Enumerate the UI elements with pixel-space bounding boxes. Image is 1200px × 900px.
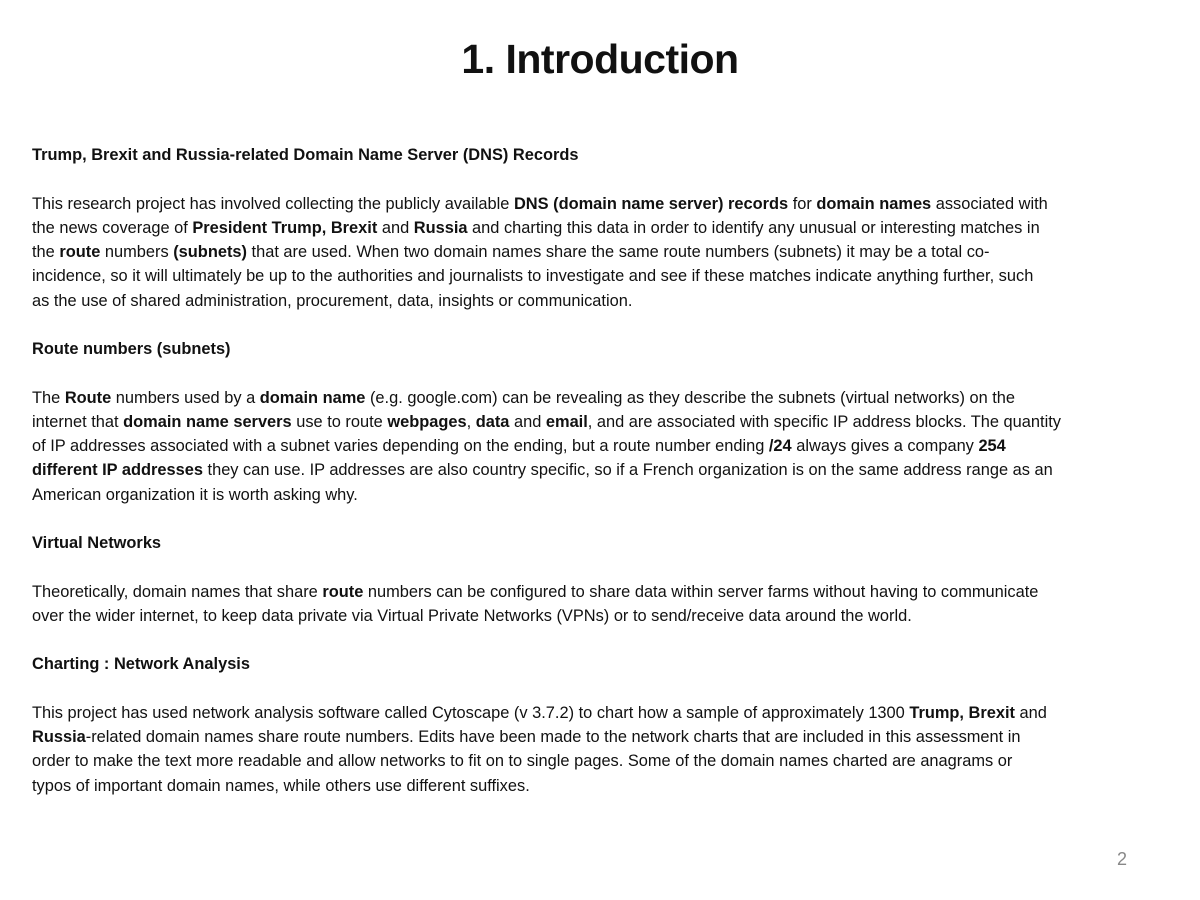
text: , [466, 412, 476, 431]
text: always gives a company [791, 437, 979, 455]
section-heading: Trump, Brexit and Russia-related Domain Name Server (DNS) Records [32, 146, 579, 164]
bold-text: different IP addresses [32, 461, 203, 480]
paragraph-line [32, 386, 1182, 410]
section-heading: Virtual Networks [32, 534, 162, 552]
text: internet that [32, 412, 124, 431]
bold-text: domain name [259, 388, 366, 407]
text: and [509, 412, 546, 431]
spacer [32, 677, 1182, 701]
page-title: 1. Introduction [461, 36, 739, 82]
paragraph-line [32, 725, 1182, 749]
bold-text: domain names [816, 194, 932, 213]
bold-text: 254 [978, 437, 1006, 455]
bold-text: route [322, 582, 364, 601]
text: This research project has involved collecting the publicly available [32, 194, 514, 213]
text: the news coverage of [32, 218, 193, 237]
paragraph-line [32, 701, 1182, 725]
text: and [377, 218, 414, 237]
section-paragraph [32, 192, 1182, 313]
paragraph-line [32, 580, 1182, 604]
paragraph-line [32, 749, 1182, 773]
bold-text: email [545, 412, 588, 431]
bold-text: domain name servers [123, 412, 292, 431]
paragraph-line [32, 483, 1182, 507]
bold-text: Trump, Brexit [909, 703, 1015, 722]
bold-text: Route [64, 388, 112, 407]
bold-text: DNS (domain name server) records [513, 194, 789, 213]
text: use to route [291, 412, 388, 431]
section-paragraph [32, 386, 1182, 507]
page-number: 2 [1117, 849, 1128, 869]
text: The [32, 388, 65, 407]
section-heading: Route numbers (subnets) [32, 340, 231, 358]
spacer [32, 313, 1182, 337]
text: order to make the text more readable and allow networks to fit on to single pages. Some of the domain names charted are anagrams or [32, 752, 1013, 771]
section-heading: Charting : Network Analysis [32, 655, 250, 674]
spacer [32, 507, 1182, 531]
text: American organization it is worth asking why. [32, 485, 358, 504]
text: as the use of shared administration, procurement, data, insights or communication. [32, 291, 633, 310]
text: Theoretically, domain names that share [32, 582, 323, 601]
text: the [32, 243, 60, 261]
bold-text: /24 [768, 437, 792, 455]
paragraph-line [32, 216, 1182, 240]
paragraph-line [32, 240, 1182, 264]
bold-text: Russia [413, 218, 468, 237]
spacer [32, 555, 1182, 579]
text: and [1015, 703, 1047, 722]
section-paragraph [32, 580, 1182, 629]
section-paragraph [32, 701, 1182, 798]
bold-text: President Trump, Brexit [192, 218, 378, 237]
text: that are used. When two domain names share the same route numbers (subnets) it may be a total co- [246, 243, 990, 261]
text: of IP addresses associated with a subnet varies depending on the ending, but a route number ending [32, 437, 769, 455]
text: associated with [931, 194, 1048, 213]
text: for [788, 194, 817, 213]
paragraph-line [32, 410, 1182, 434]
text: (e.g. google.com) can be revealing as they describe the subnets (virtual networks) on the [365, 388, 1016, 407]
paragraph-line [32, 264, 1182, 288]
text: numbers can be configured to share data within server farms without having to communicate [363, 582, 1039, 601]
text: and charting this data in order to identify any unusual or interesting matches in [467, 218, 1040, 237]
text: , and are associated with specific IP address blocks. The quantity [587, 412, 1061, 431]
text: they can use. IP addresses are also country specific, so if a French organization is on the same address range as an [202, 461, 1053, 480]
text: typos of important domain names, while others use different suffixes. [32, 776, 530, 795]
document-body [32, 143, 1182, 798]
paragraph-line [32, 458, 1182, 482]
spacer [32, 167, 1182, 191]
text: incidence, so it will ultimately be up to the authorities and journalists to investigate and see if these matches indicate anything further, such [32, 267, 1034, 286]
paragraph-line [32, 289, 1182, 313]
bold-text: webpages [387, 412, 467, 431]
paragraph-line [32, 192, 1182, 216]
text: -related domain names share route numbers. Edits have been made to the network charts that are included in this assessment in [85, 728, 1021, 746]
bold-text: data [475, 412, 510, 431]
spacer [32, 628, 1182, 652]
text: This project has used network analysis software called Cytoscape (v 3.7.2) to chart how a sample of approximately 1300 [32, 703, 910, 722]
paragraph-line [32, 774, 1182, 798]
bold-text: Russia [32, 728, 86, 746]
text: numbers used by a [111, 388, 260, 407]
text: over the wider internet, to keep data private via Virtual Private Networks (VPNs) or to send/receive data around the world. [32, 606, 912, 625]
bold-text: (subnets) [173, 243, 247, 261]
paragraph-line [32, 434, 1182, 458]
text: numbers [100, 243, 174, 261]
spacer [32, 361, 1182, 385]
paragraph-line [32, 604, 1182, 628]
bold-text: route [59, 243, 101, 261]
